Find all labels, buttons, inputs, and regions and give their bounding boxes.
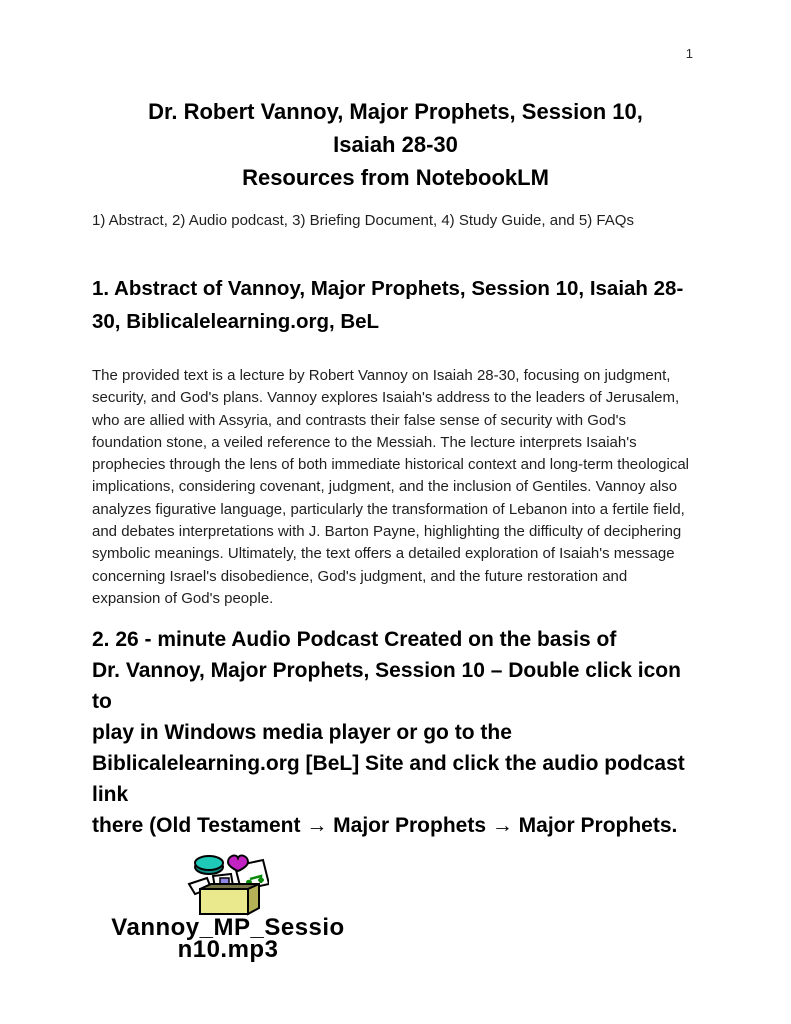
attachment-filename-line-2: n10.mp3 xyxy=(177,936,279,964)
section-2-heading-line-3: play in Windows media player or go to the xyxy=(92,721,512,745)
resource-list-line: 1) Abstract, 2) Audio podcast, 3) Briefing Document, 4) Study Guide, and 5) FAQs xyxy=(92,212,634,229)
section-2-heading-line-5: there (Old Testament → Major Prophets → Major Prophets. xyxy=(92,814,678,838)
section-2-heading-line-2: Dr. Vannoy, Major Prophets, Session 10 – Double click icon to xyxy=(92,659,681,714)
attachment-filename-line-1: Vannoy_MP_Sessio xyxy=(111,914,345,942)
media-package-icon[interactable] xyxy=(92,852,364,916)
title-line-2: Isaiah 28-30 xyxy=(333,132,458,157)
document-title xyxy=(92,95,699,194)
section-1-heading-line-2: 30, Biblicalelearning.org, BeL xyxy=(92,310,380,333)
audio-podcast-attachment[interactable] xyxy=(92,852,364,964)
title-line-1: Dr. Robert Vannoy, Major Prophets, Session 10, xyxy=(148,99,643,124)
section-1-heading-line-1: 1. Abstract of Vannoy, Major Prophets, Session 10, Isaiah 28- xyxy=(92,277,684,300)
page-number: 1 xyxy=(685,46,693,61)
section-2-heading-line-1: 2. 26 - minute Audio Podcast Created on the basis of xyxy=(92,628,617,652)
section-2-heading xyxy=(92,624,699,841)
section-1-heading xyxy=(92,272,699,338)
section-2-heading-line-4: Biblicalelearning.org [BeL] Site and click the audio podcast link xyxy=(92,752,685,807)
abstract-paragraph: The provided text is a lecture by Robert Vannoy on Isaiah 28-30, focusing on judgment, security, and God's plans. Vannoy explores Isaiah's address to the leaders of Jerusalem, who are allied with Assyria, and contrasts their false sense of security with God's foundation stone, a veiled reference to the Messiah. The lecture interprets Isaiah's prophecies through the lens of both immediate historical context and long-term theological implications, considering covenant, judgment, and the inclusion of Gentiles. Vannoy also analyzes figurative language, particularly the transformation of Lebanon into a fertile field, and debates interpretations with J. Barton Payne, highlighting the difficulty of deciphering symbolic meanings. Ultimately, the text offers a detailed exploration of Isaiah's message concerning Israel's disobedience, God's judgment, and the future restoration and expansion of God's people. xyxy=(92,367,690,607)
attachment-filename xyxy=(92,914,364,964)
title-line-3: Resources from NotebookLM xyxy=(242,165,549,190)
